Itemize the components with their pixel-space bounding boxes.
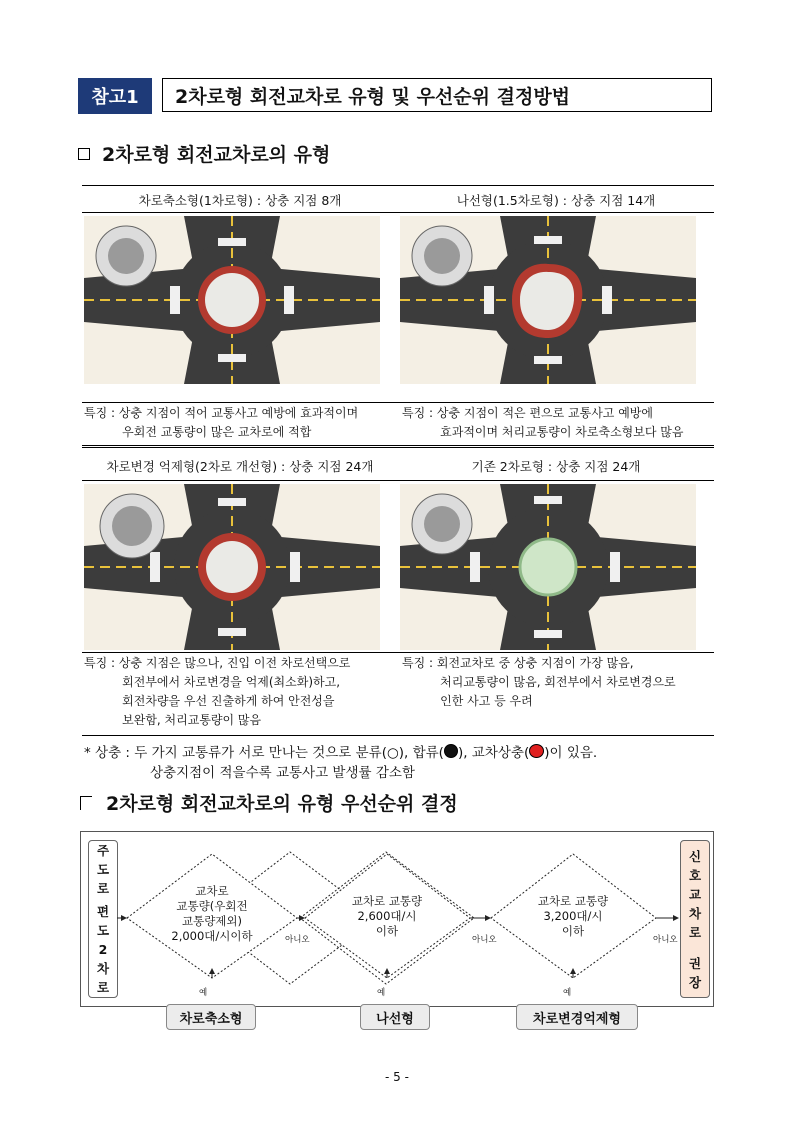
condition-3-text: 교차로 교통량 3,200대/시 이하	[537, 894, 609, 938]
no-label-3: 아니오	[653, 935, 678, 945]
type-feature-spiral: 특징 : 상충 지점이 적은 편으로 교통사고 예방에 효과적이며 처리교통량이 차로축소형보다 많음	[402, 406, 684, 439]
type-caption-lane-change-restriction: 차로변경 억제형(2차로 개선형) : 상충 지점 24개	[106, 459, 374, 474]
yes-label-1: 예	[199, 988, 208, 998]
square-bullet-icon	[78, 148, 90, 160]
end-box-signalized-intersection: 신 호 교 차 로 권 장	[680, 840, 710, 998]
type-caption-spiral: 나선형(1.5차로형) : 상충 지점 14개	[456, 193, 656, 208]
standard-2lane-roundabout-image	[400, 484, 696, 650]
page-number: - 5 -	[385, 1070, 409, 1084]
yes-label-3: 예	[563, 988, 572, 998]
table-bottom-rule	[82, 735, 714, 736]
lane-reduction-roundabout-image	[84, 216, 380, 384]
type-feature-lane-reduction: 특징 : 상충 지점이 적어 교통사고 예방에 효과적이며 우회전 교통량이 많은 교차로에 적합	[84, 406, 359, 439]
table-rule	[82, 652, 714, 653]
type-caption-lane-reduction: 차로축소형(1차로형) : 상충 지점 8개	[138, 193, 342, 208]
yes-label-2: 예	[377, 988, 386, 998]
table-rule	[82, 402, 714, 403]
type-feature-lane-change-restriction: 특징 : 상충 지점은 많으나, 진입 이전 차로선택으로 회전부에서 차로변경을 억제(최소화)하고, 회전차량을 우선 진출하게 하여 안전성을 보완함, 처리교통량이 많음	[84, 656, 351, 727]
legend-line-1: * 상충 : 두 가지 교통류가 서로 만나는 것으로 분류(○), 합류( ), 교차상충( )이 있음.	[84, 745, 598, 761]
table-rule	[82, 480, 714, 481]
condition-1-text: 교차로 교통량(우회전 교통량제외) 2,000대/시이하	[171, 884, 253, 943]
start-box-main-road-2lane: 주 도 로 편 도 2 차 로	[88, 840, 118, 998]
spiral-roundabout-image	[400, 216, 696, 384]
result-spiral: 나선형	[360, 1004, 430, 1030]
legend-line-2: 상충지점이 적을수록 교통사고 발생률 감소함	[150, 765, 415, 781]
section-2-heading	[80, 789, 458, 816]
crossing-marker-icon	[529, 744, 544, 758]
section-1-title: 2차로형 회전교차로의 유형	[102, 144, 331, 166]
corner-bullet-icon	[80, 796, 92, 810]
section-2-title: 2차로형 회전교차로의 유형 우선순위 결정	[106, 793, 458, 815]
conflict-legend	[84, 743, 724, 783]
condition-2-text: 교차로 교통량 2,600대/시 이하	[351, 894, 423, 938]
section-1-heading	[78, 140, 330, 167]
table-rule	[82, 212, 714, 213]
merge-marker-icon	[444, 744, 458, 758]
type-caption-standard-2lane: 기존 2차로형 : 상충 지점 24개	[471, 459, 641, 474]
table-double-rule	[82, 445, 714, 448]
priority-flowchart	[80, 831, 714, 1007]
page-title: 2차로형 회전교차로 유형 및 우선순위 결정방법	[162, 78, 712, 112]
result-lane-reduction: 차로축소형	[166, 1004, 256, 1030]
no-label-2: 아니오	[472, 935, 497, 945]
no-label-1: 아니오	[285, 935, 310, 945]
lane-change-restriction-roundabout-image	[84, 484, 380, 650]
table-top-rule	[82, 185, 714, 186]
type-feature-standard-2lane: 특징 : 회전교차로 중 상충 지점이 가장 많음, 처리교통량이 많음, 회전부에서 차로변경으로 인한 사고 등 우려	[402, 656, 676, 708]
reference-badge: 참고1	[78, 78, 152, 114]
result-lane-change-restriction: 차로변경억제형	[516, 1004, 638, 1030]
